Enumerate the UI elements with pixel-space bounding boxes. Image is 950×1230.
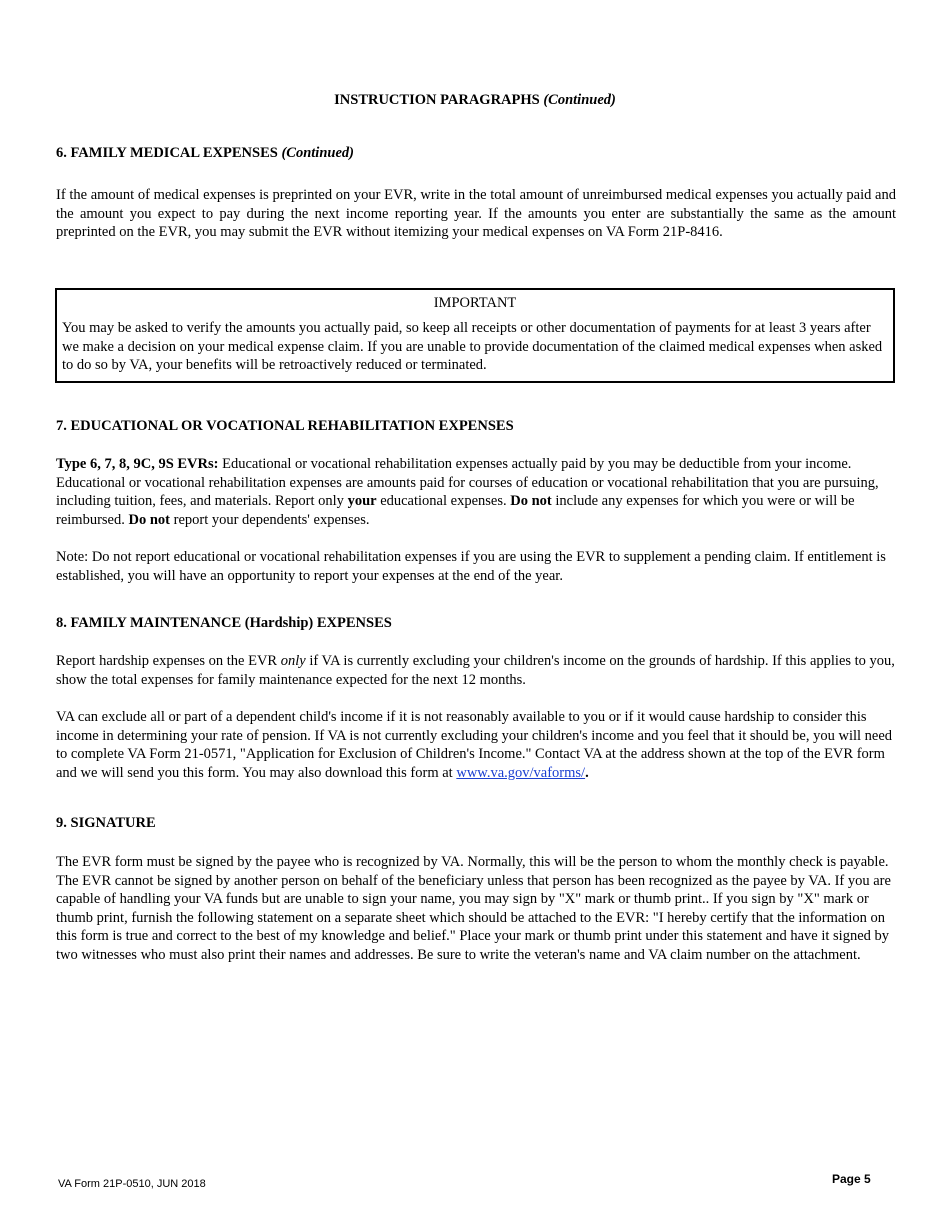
important-text: You may be asked to verify the amounts you actually paid, so keep all receipts or other documentation of payments for at least 3 years after we make a decision on your medical expense claim. If you are unable to provide documentation of the claimed medical expenses when asked to do so by VA, your benefits will be retroactively reduced or terminated. — [62, 320, 883, 374]
section-8-paragraph-2 — [56, 708, 896, 782]
section-8-text-a: Report hardship expenses on the EVR — [56, 653, 281, 669]
emphasis-do-not-2: Do not — [128, 511, 170, 528]
emphasis-do-not-1: Do not — [510, 493, 552, 510]
section-9-heading: 9. SIGNATURE — [56, 815, 156, 831]
section-7-text-a: Educational or vocational rehabilitation expenses actually paid by you may be deductible from your income. Educational or vocational rehabilitation expenses are amounts paid for courses of education or vocational rehabilitation that you are pursuing, including tuition, fees, and materials. Report only — [56, 456, 879, 510]
section-7-heading: 7. EDUCATIONAL OR VOCATIONAL REHABILITATION EXPENSES — [56, 418, 514, 434]
emphasis-only: only — [280, 653, 306, 669]
link-period: . — [585, 764, 589, 781]
page-number: Page 5 — [832, 1172, 871, 1186]
page-title — [0, 92, 950, 109]
section-6-heading — [56, 145, 354, 162]
section-7-text-b: educational expenses. — [376, 493, 511, 510]
section-9-paragraph: The EVR form must be signed by the payee who is recognized by VA. Normally, this will be the person to whom the monthly check is payable. The EVR cannot be signed by another person on behalf of the beneficiary unless that person has been recognized as the payee by VA. If you are capable of handling your VA funds but are unable to sign your name, you may sign by "X" mark or thumb print.. If you sign by "X" mark or thumb print, furnish the following statement on a separate sheet which should be attached to the EVR: "I hereby certify that the information on this form is true and correct to the best of my knowledge and belief." Place your mark or thumb print under this statement and have it signed by two witnesses who must also print their names and addresses. Be sure to write the veteran's name and VA claim number on the attachment. — [56, 854, 891, 963]
page-title-text: INSTRUCTION PARAGRAPHS — [334, 92, 540, 108]
va-forms-link[interactable]: www.va.gov/vaforms/ — [456, 764, 586, 781]
section-7-paragraph — [56, 455, 896, 529]
important-title: IMPORTANT — [433, 295, 517, 311]
section-7-text-c: include any expenses for which you were or will be reimbursed. — [56, 493, 855, 528]
important-notice-box — [55, 288, 895, 383]
section-6-paragraph: If the amount of medical expenses is preprinted on your EVR, write in the total amount of unreimbursed medical expenses you actually paid and the amount you expect to pay during the next income reporting year. If the amounts you enter are substantially the same as the amount preprinted on the EVR, you may submit the EVR without itemizing your medical expenses on VA Form 21P-8416. — [56, 187, 896, 241]
section-6-heading-suffix: (Continued) — [281, 145, 354, 161]
section-6-heading-text: 6. FAMILY MEDICAL EXPENSES — [56, 145, 278, 161]
form-identifier: VA Form 21P-0510, JUN 2018 — [58, 1178, 206, 1190]
emphasis-your: your — [347, 493, 377, 510]
page-title-suffix: (Continued) — [543, 92, 616, 108]
section-7-text-d: report your dependents' expenses. — [169, 511, 370, 528]
section-8-paragraph-1 — [56, 652, 896, 689]
section-7-note: Note: Do not report educational or vocational rehabilitation expenses if you are using the EVR to supplement a pending claim. If entitlement is established, you will have an opportunity to report your expenses at the end of the year. — [56, 549, 886, 584]
section-8-heading: 8. FAMILY MAINTENANCE (Hardship) EXPENSES — [56, 615, 392, 631]
section-8-text-b: if VA is currently excluding your children's income on the grounds of hardship. If this applies to you, show the total expenses for family maintenance expected for the next 12 months. — [56, 653, 895, 688]
evr-types-lead: Type 6, 7, 8, 9C, 9S EVRs: — [56, 456, 219, 472]
section-8-text-c: VA can exclude all or part of a dependent child's income if it is not reasonably available to you or if it would cause hardship to consider this income in determining your rate of pension. If VA is not currently excluding your children's income and you feel that it should be, you will need to complete VA Form 21-0571, "Application for Exclusion of Children's Income." Contact VA at the address shown at the top of the EVR form and we will send you this form. You may also download this form at — [56, 709, 893, 781]
